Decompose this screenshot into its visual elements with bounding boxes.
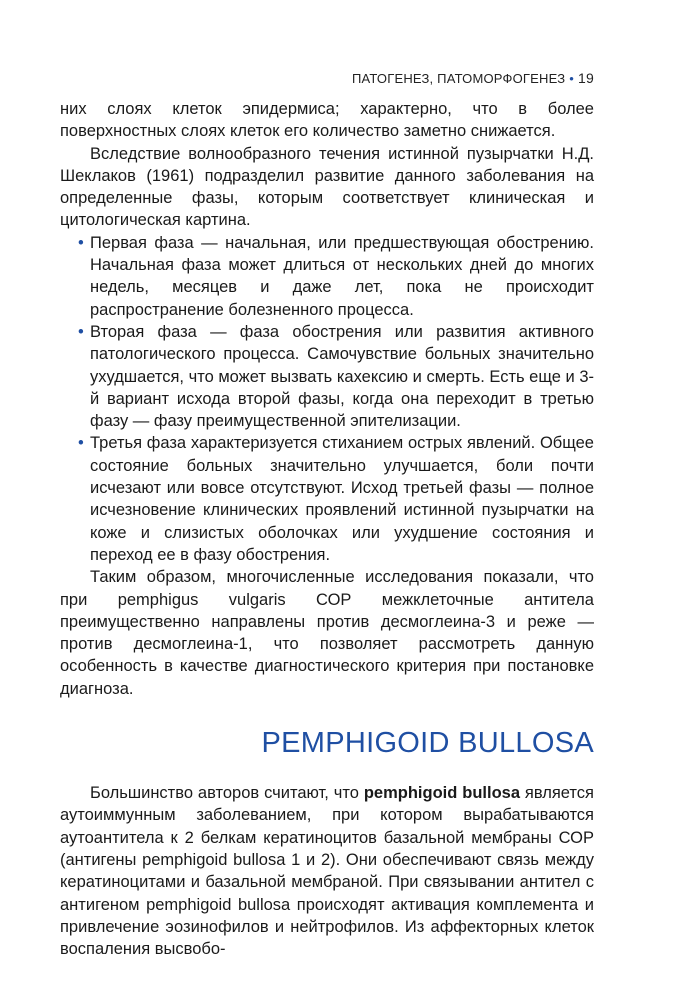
list-item-text: Первая фаза — начальная, или предшествующая обострению. Начальная фаза может длиться от нескольких дней до многих недель, месяцев и даже лет, пока не происходит распространение болезненного процесса. xyxy=(90,233,594,319)
list-item xyxy=(60,232,594,321)
running-header xyxy=(352,70,594,86)
paragraph-text-start: Большинство авторов считают, что xyxy=(90,784,364,803)
bullet-marker: • xyxy=(78,322,84,341)
phases-list xyxy=(60,232,594,566)
section-heading: PEMPHIGOID BULLOSA xyxy=(261,727,594,760)
paragraph-pemphigoid xyxy=(60,782,594,960)
list-item xyxy=(60,432,594,566)
list-item-text: Вторая фаза — фаза обострения или развития активного патологического процесса. Самочувствие больных значительно ухудшается, что может вызвать кахексию и смерть. Есть еще и 3-й вариант исхода второй фазы, когда она переходит в третью фазу — фазу преимущественной эпителизации. xyxy=(90,322,594,431)
page-number: 19 xyxy=(578,70,594,86)
bullet-marker: • xyxy=(78,434,84,453)
paragraph-text-end: является аутоиммунным заболеванием, при котором вырабатываются аутоантитела к 2 белкам кератиноцитов базальной мембраны СОР (антигены pemphigoid bullosa 1 и 2). Они обеспечивают связь между кератиноцитами и базальной мембраной. При связывании антител с антигеном pemphigoid bullosa происходят активация комплемента и привлечение эозинофилов и нейтрофилов. Из аффекторных клеток воспаления высвобо- xyxy=(60,784,594,959)
page-body xyxy=(60,98,594,960)
paragraph-phases-intro: Вследствие волнообразного течения истинной пузырчатки Н.Д. Шеклаков (1961) подразделил развитие данного заболевания на определенные фазы, которым соответствует клиническая и цитологическая картина. xyxy=(60,144,594,230)
paragraph-conclusion: Таким образом, многочисленные исследования показали, что при pemphigus vulgaris СОР межклеточные антитела преимущественно направлены против десмоглеина-3 и реже — против десмоглеина-1, что позволяет рассмотреть данную особенность в качестве диагностического критерия при постановке диагноза. xyxy=(60,568,594,698)
list-item-text: Третья фаза характеризуется стиханием острых явлений. Общее состояние больных значительно улучшается, боли почти исчезают или вовсе отсутствуют. Исход третьей фазы — полное исчезновение клинических проявлений истинной пузырчатки на коже и слизистых оболочках или ухудшение состояния и переход ее в фазу обострения. xyxy=(90,434,594,564)
bold-term: pemphigoid bullosa xyxy=(363,784,520,803)
paragraph-continuation: них слоях клеток эпидермиса; характерно, что в более поверхностных слоях клеток его количество заметно снижается. xyxy=(60,100,594,141)
bullet-marker: • xyxy=(78,233,84,252)
running-title: ПАТОГЕНЕЗ, ПАТОМОРФОГЕНЕЗ xyxy=(351,71,566,86)
header-separator: • xyxy=(569,71,575,86)
list-item xyxy=(60,321,594,432)
